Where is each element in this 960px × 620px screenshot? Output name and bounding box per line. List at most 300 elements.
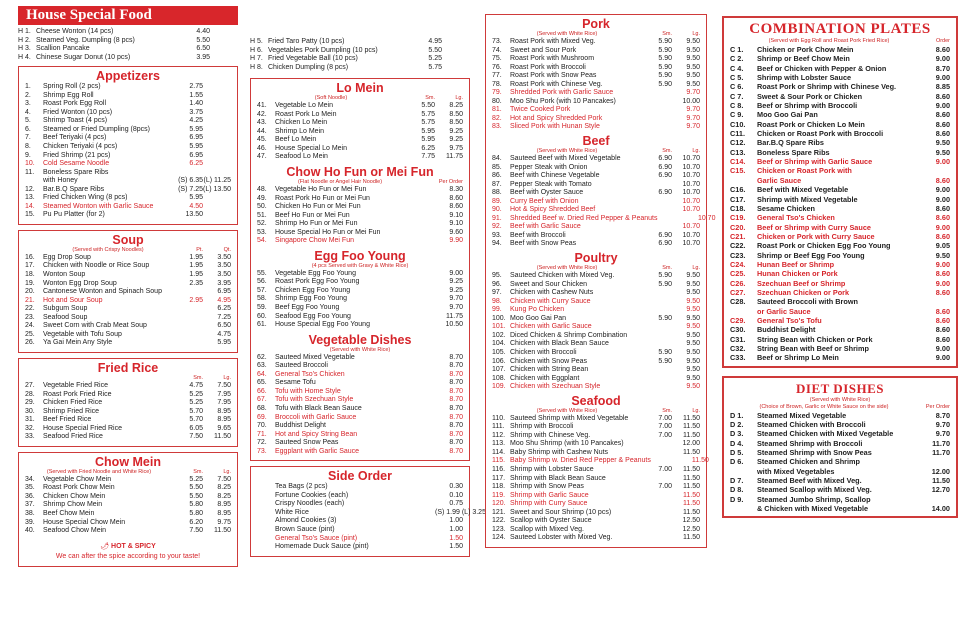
item-number: 84.	[492, 155, 502, 163]
item-number	[730, 504, 757, 513]
item-price: 9.70	[449, 295, 463, 303]
item-name: Diced Chicken & Shrimp Combination	[510, 331, 628, 339]
item-number: H 4.	[18, 53, 31, 61]
menu-item	[257, 500, 463, 509]
item-name: Baby Shrimp w. Dried Red Pepper & Peanuts	[510, 457, 651, 465]
item-price-large: 9.50	[686, 314, 700, 322]
item-price-large: 11.50	[683, 465, 700, 473]
item-price-large	[203, 100, 231, 109]
item-price-small: 2.35	[189, 279, 203, 287]
item-price-small	[642, 98, 672, 107]
item-name: Sesame Chicken	[757, 203, 816, 213]
item-price: 1.00	[449, 525, 463, 533]
item-price	[922, 495, 950, 504]
item-price-large: 9.75	[217, 518, 231, 526]
item-number: D 9.	[730, 494, 744, 504]
menu-item	[257, 492, 463, 501]
item-price: 8.60	[935, 175, 950, 185]
seafood-title: Seafood	[571, 393, 621, 408]
menu-item	[257, 203, 463, 212]
pork-section: Pork (Served with White Rice) Sm. Lg. 73. Roast Pork with Mixed Veg. 5.90 9.50 74. Sweet and Sour Pork 5.90 9.50 75. Roast Pork with Mushroom 5.90 9.50 76. Roast Pork with Broccoli 5.90 9.50 77. Roast Pork with Snow Peas 5.90 9.50 78. Roast Pork with Chinese Veg. 5.90 9.50 79. Shredded Pork with Garlic Sauce 9.70 80. Moo Shu Pork (with 10 Pancakes) 10.00 81. Twice Cooked Pork 9.70 82. Hot and Spicy Shredded Pork 9.70 83. Sliced Pork with Hunan Style 9.70 Beef (Served with White Rice) Sm. Lg. 84. Sauteed Beef with Mixed Vegetable 6.90 10.70 85. Pepper Steak with Onion 6.90 10.70 86. Beef with Chinese Vegetable 6.90 10.70 87. Pepper Steak with Tomato 10.70 88. Beef with Oyster Sauce 6.90 10.70 89. Curry Beef with Onion 10.70 90. Hot & Spicy Shredded Beef 10.70 91. Shredded Beef w. Dried Red Pepper & Peanuts 10.70 92. Beef with Garlic Sauce 10.70 93. Beef with Broccoli 6.90 10.70 94. Beef with Snow Peas 6.90 10.70 Poultry (Served with White Rice) Sm. Lg. 95. Sauteed Chicken with Mixed Veg. 5.90 9.50 96. Sweet and Sour Chicken 5.90 9.50 97. Chicken with Cashew Nuts 9.50 98. Chicken with Curry Sauce 9.50 99. Kung Po Chicken 9.50 100. Moo Goo Gai Pan 5.90 9.50 101. Chicken with Garlic Sauce 9.50 102. Diced Chicken & Shrimp Combination 9.50 104. Chicken with Black Bean Sauce 9.50 105. Chicken with Broccoli 5.90 9.50 106. Chicken with Snow Peas 5.90 9.50 107. Chicken with String Bean 9.50 108. Chicken with Eggplant 9.50 109. Chicken with Szechuan Style 9.50 Seafood (Served with White Rice) Sm. Lg. 110. Sauteed Shrimp with Mixed Vegetable 7.00 11.50 111. Shrimp with Broccoli 7.00 11.50 112. Shrimp with Chinese Veg. 7.00 11.50 113. Moo Shu Shrimp (with 10 Pancakes) 12.00 114. Baby Shrimp with Cashew Nuts 11.50 115. Baby Shrimp w. Dried Red Pepper & Peanuts 11.50 116. Shrimp with Lobster Sauce 7.00 11.50 117. Shrimp with Black Bean Sauce 11.50 118. Shrimp with Snow Peas 7.00 11.50 119. Shrimp with Garlic Sauce 11.50 120. Shrimp with Curry Sauce 11.50 121. Sweet and Sour Shrimp (10 pcs) 11.50 122. Scallop with Oyster Sauce 12.50 123. Scallop with Mixed Veg. 12.50 124. Sauteed Lobster with Mixed Veg. 11.50	[485, 14, 707, 548]
item-price: 14.00	[931, 504, 950, 514]
item-price-small: 6.90	[658, 155, 672, 163]
menu-item	[730, 166, 950, 175]
item-number: 36.	[25, 492, 35, 500]
item-number: C31.	[730, 334, 746, 344]
item-name: Chicken Dumpling (8 pcs)	[268, 63, 349, 71]
item-name: Beef with Oyster Sauce	[510, 189, 584, 197]
item-name: Beef with Garlic Sauce	[510, 223, 581, 231]
item-name: Kung Po Chicken	[510, 306, 565, 314]
menu-item	[492, 206, 700, 215]
item-price: 9.00	[935, 194, 950, 204]
item-number: 98.	[492, 297, 502, 305]
pork-title: Pork	[582, 17, 610, 31]
item-name: Moo Shu Shrimp (with 10 Pancakes)	[510, 440, 624, 448]
item-price: 9.00	[935, 185, 950, 195]
item-price: 9.25	[449, 286, 463, 294]
item-name: Vegetables Pork Dumpling (10 pcs)	[268, 46, 378, 54]
item-price-large: 10.70	[697, 214, 716, 222]
item-price-large: 12.50	[682, 525, 700, 533]
item-name: Sliced Pork with Hunan Style	[510, 123, 600, 131]
item-number: 55.	[257, 269, 267, 277]
menu-item	[492, 281, 700, 290]
item-number: 108.	[492, 374, 506, 382]
item-name: Chicken Egg Foo Young	[275, 286, 351, 294]
item-name: Garlic Sauce	[757, 175, 802, 185]
item-price-small: 5.75	[421, 110, 435, 118]
item-name: Baby Shrimp with Cashew Nuts	[510, 448, 609, 456]
item-price-large: 11.50	[683, 508, 700, 516]
item-number: 72.	[257, 439, 267, 447]
item-price-large: 10.00	[682, 97, 700, 105]
item-name: Roast Pork or Chicken Egg Foo Young	[757, 241, 891, 251]
menu-item	[257, 186, 463, 195]
item-price-small	[642, 198, 672, 207]
item-name: Szechuan Beef or Shrimp	[757, 278, 846, 288]
item-price-small	[642, 526, 672, 535]
item-name: Steamed Scallop with Mixed Veg.	[757, 485, 872, 495]
item-price-large: 10.70	[682, 155, 700, 163]
item-number: 8.	[25, 143, 31, 151]
fried-rice-section: Fried Rice Sm. Lg. 27. Vegetable Fried Rice 4.75 7.50 28. Roast Pork Fried Rice 5.25 7.95 29. Chicken Fried Rice 5.25 7.95 30. Shrimp Fried Rice 5.70 8.95 31. Beef Fried Rice 5.70 8.95 32. House Special Fried Rice 6.05 9.65 33. Seafood Fried Rice 7.50 11.50	[18, 358, 238, 447]
menu-item	[257, 483, 463, 492]
item-number: 53.	[257, 228, 267, 236]
item-price: 10.50	[445, 321, 463, 329]
menu-item	[25, 203, 231, 212]
item-price-small: 6.90	[658, 240, 672, 248]
menu-item	[250, 55, 470, 64]
item-name: Beef Chow Mein	[43, 509, 95, 517]
item-number: 96.	[492, 280, 502, 288]
menu-item	[730, 307, 950, 316]
item-name: Steamed Chicken with Mixed Vegetable	[757, 429, 894, 439]
item-name: Brown Sauce (pint)	[275, 525, 335, 533]
item-name: Shrimp Chow Mein	[43, 501, 103, 509]
menu-item	[492, 123, 700, 132]
item-price-small	[642, 115, 672, 124]
menu-item	[730, 157, 950, 166]
item-price	[922, 457, 950, 466]
item-name: Vegetable Egg Foo Young	[275, 269, 356, 277]
item-name: Fried Chicken Wing (8 pcs)	[43, 194, 128, 202]
menu-item	[257, 517, 463, 526]
item-number: 7.	[25, 134, 31, 142]
item-price-small: 6.95	[189, 134, 203, 142]
item-name: Hunan Beef or Shrimp	[757, 259, 835, 269]
item-number: C25.	[730, 269, 746, 279]
item-name: Moo Shu Pork (with 10 Pancakes)	[510, 97, 616, 105]
menu-item	[730, 485, 950, 494]
item-name: Shrimp or Beef Chow Mein	[757, 54, 850, 64]
item-price-small	[642, 366, 672, 375]
menu-item	[250, 38, 470, 47]
item-price-small: 1.95	[189, 253, 203, 261]
item-price-small	[642, 500, 672, 509]
menu-item	[730, 64, 950, 73]
item-number: 75.	[492, 55, 502, 63]
soup-note: (Served with Crispy Noodles)	[72, 246, 144, 253]
menu-item	[25, 280, 231, 289]
item-name: House Special Fried Rice	[43, 424, 122, 432]
item-name: Broccoli with Garlic Sauce	[275, 413, 357, 421]
item-name: Pepper Steak with Onion	[510, 163, 588, 171]
item-name: or Garlic Sauce	[757, 306, 811, 316]
menu-item	[730, 213, 950, 222]
item-name: Shrimp Ho Fun or Mei Fun	[275, 220, 358, 228]
item-price: 8.70	[449, 430, 463, 438]
item-number: C26.	[730, 278, 746, 288]
item-number: C19.	[730, 213, 746, 223]
item-number: C21.	[730, 231, 746, 241]
item-price-large: 9.50	[686, 55, 700, 63]
item-price-small	[173, 331, 203, 340]
item-price-large: 8.50	[449, 110, 463, 118]
item-price: 1.00	[449, 517, 463, 525]
item-name: Chicken with Szechuan Style	[510, 383, 601, 391]
item-price-small: 1.40	[189, 100, 203, 108]
item-number: C24.	[730, 259, 746, 269]
item-number: 28.	[25, 390, 35, 398]
menu-item	[730, 148, 950, 157]
item-number: C10.	[730, 119, 746, 129]
item-number: 121.	[492, 508, 506, 516]
combination-plates-section: COMBINATION PLATES (Served with Egg Roll and Roast Pork Fried Rice) Order C 1. Chicken or Pork Chow Mein 8.60 C 2. Shrimp or Beef Chow Mein 9.00 C 4. Beef or Chicken with Pepper & Onion 8.70 C 5. Shrimp with Lobster Sauce 9.00 C 6. Roast Pork or Shrimp with Chinese Veg. 8.85 C 7. Sweet & Sour Pork or Chicken 8.60 C 8. Beef or Shrimp with Broccoli 9.00 C 9. Moo Goo Gai Pan 8.60 C10. Roast Pork or Chicken Lo Mein 8.60 C11. Chicken or Roast Pork with Broccoli 8.60 C12. Bar.B.Q Spare Ribs 9.50 C13. Boneless Spare Ribs 9.50 C14. Beef or Shrimp with Garlic Sauce 9.00 C15. Chicken or Roast Pork with Garlic Sauce 8.60 C16. Beef with Mixed Vegetable 9.00 C17. Shrimp with Mixed Vegetable 9.00 C18. Sesame Chicken 8.60 C19. General Tso's Chicken 8.60 C20. Beef or Shrimp with Curry Sauce 9.00 C21. Chicken or Pork with Curry Sauce 8.60 C22. Roast Pork or Chicken Egg Foo Young 9.05 C23. Shrimp or Beef Egg Foo Young 9.50 C24. Hunan Beef or Shrimp 9.00 C25. Hunan Chicken or Pork 8.60 C26. Szechuan Beef or Shrimp 9.00 C27. Szechuan Chicken or Pork 8.60 C28. Sauteed Broccoli with Brown or Garlic Sauce 8.60 C29. General Tso's Tofu 8.60 C30. Buddhist Delight 8.60 C31. String Bean with Chicken or Pork 8.60 C32. String Bean with Beef or Shrimp 9.00 C33. Beef or Shrimp Lo Mein 9.00	[722, 16, 958, 368]
item-number: 109.	[492, 383, 506, 391]
menu-item	[25, 152, 231, 161]
item-price-small	[642, 298, 672, 307]
chow-mein-title: Chow Mein	[95, 454, 161, 469]
item-name: Shrimp with Lobster Sauce	[510, 465, 594, 473]
item-price-large	[203, 211, 231, 220]
item-price-large: 3.50	[217, 253, 231, 261]
menu-item	[25, 399, 231, 408]
pork-list	[492, 38, 700, 132]
item-name: Chicken with Broccoli	[510, 348, 577, 356]
item-price-large	[210, 28, 238, 37]
menu-item	[730, 251, 950, 260]
item-number: 23.	[25, 313, 35, 321]
item-number: 92.	[492, 223, 502, 231]
menu-item	[25, 83, 231, 92]
menu-item	[492, 375, 700, 384]
item-number: 16.	[25, 253, 35, 261]
side-order-section	[250, 466, 486, 556]
menu-item	[25, 211, 231, 220]
item-price: 8.70	[449, 362, 463, 370]
item-number: 4.	[25, 108, 31, 116]
item-name: Hot and Spicy Shredded Pork	[510, 114, 603, 122]
item-price: 9.50	[935, 138, 950, 148]
item-name: Chicken with Snow Peas	[510, 357, 588, 365]
item-price-small	[642, 123, 672, 132]
menu-item	[25, 314, 231, 323]
item-price-large: 12.00	[682, 440, 700, 448]
item-name: Homemade Duck Sauce (pint)	[275, 543, 369, 551]
menu-item	[25, 143, 231, 152]
item-number: 65.	[257, 379, 267, 387]
item-name: Seafood Egg Foo Young	[275, 312, 351, 320]
menu-item	[25, 416, 231, 425]
item-number: 123.	[492, 525, 506, 533]
item-price: 8.70	[449, 396, 463, 404]
item-price: 8.60	[935, 287, 950, 297]
house-special-list	[18, 28, 238, 62]
item-price-large: 10.70	[682, 223, 700, 231]
item-price-small: 5.25	[189, 399, 203, 407]
menu-item	[492, 232, 700, 241]
item-number: C 7.	[730, 91, 744, 101]
menu-item	[25, 305, 231, 314]
item-price-large: 6.25	[217, 305, 231, 313]
item-price-large: 10.70	[682, 197, 700, 205]
item-number	[257, 483, 275, 492]
menu-item	[257, 128, 463, 137]
item-name: Crispy Noodles (each)	[275, 500, 345, 508]
item-price-large: 9.50	[686, 289, 700, 297]
item-price-small: 5.50	[189, 484, 203, 492]
item-price: 8.70	[449, 353, 463, 361]
item-number: C15.	[730, 166, 746, 176]
item-price-large	[210, 37, 238, 46]
item-price-large: 9.50	[686, 80, 700, 88]
menu-item	[492, 526, 700, 535]
fried-rice-list	[25, 382, 231, 442]
item-name: Roast Pork Lo Mein	[275, 110, 337, 118]
item-name: Fortune Cookies (each)	[275, 491, 349, 499]
menu-item	[257, 439, 463, 448]
item-number: 86.	[492, 172, 502, 180]
item-price-large: 9.50	[686, 280, 700, 288]
item-price-small: 5.50	[421, 102, 435, 110]
menu-item	[730, 448, 950, 457]
item-price-large: 11.50	[683, 474, 700, 482]
item-price: 8.70	[449, 387, 463, 395]
item-number: 79.	[492, 89, 502, 97]
item-price-small	[642, 475, 672, 484]
menu-item	[730, 120, 950, 129]
menu-item	[730, 325, 950, 334]
item-name: Chicken or Roast Pork with Broccoli	[757, 129, 884, 139]
item-name: Tofu with Home Style	[275, 387, 341, 395]
item-price-large: 9.25	[449, 136, 463, 144]
menu-item	[25, 519, 231, 528]
item-price-large: 11.50	[683, 491, 700, 499]
menu-item	[730, 260, 950, 269]
item-number: 99.	[492, 306, 502, 314]
item-price-small: 6.90	[658, 163, 672, 171]
item-number: 34.	[25, 475, 35, 483]
item-name: Twice Cooked Pork	[510, 106, 571, 114]
item-number: 73.	[257, 447, 267, 455]
menu-item	[492, 106, 700, 115]
item-price-small	[642, 440, 672, 449]
item-price: 8.70	[449, 404, 463, 412]
menu-item	[492, 172, 700, 181]
menu-item	[25, 391, 231, 400]
item-number: 67.	[257, 396, 267, 404]
item-price-large: (L) 11.25	[203, 177, 231, 185]
menu-item	[257, 396, 463, 405]
item-price-large: 8.95	[217, 416, 231, 424]
menu-item	[25, 254, 231, 263]
item-number: 124.	[492, 534, 506, 542]
item-number: 3.	[25, 100, 31, 108]
item-price-small: 13.50	[185, 211, 203, 219]
item-price-small	[642, 223, 672, 232]
item-price-small: 6.95	[189, 151, 203, 159]
item-number: 80.	[492, 97, 502, 105]
item-number: 22.	[25, 305, 35, 313]
item-name: Beef Teriyaki (4 pcs)	[43, 134, 107, 142]
item-name: Fried Taro Patty (10 pcs)	[268, 38, 345, 45]
menu-item	[492, 440, 700, 449]
item-number: D 4.	[730, 438, 744, 448]
item-price-small: 4.25	[189, 117, 203, 125]
item-price-large	[442, 47, 470, 56]
menu-item	[492, 64, 700, 73]
item-price-large: 9.50	[686, 340, 700, 348]
item-price-small: 6.90	[658, 172, 672, 180]
menu-item	[25, 339, 231, 348]
item-name: Roast Pork Chow Mein	[43, 484, 115, 492]
menu-item	[257, 220, 463, 229]
item-number: 71.	[257, 430, 267, 438]
diet-dishes-list	[730, 411, 950, 514]
item-price: 9.05	[935, 241, 950, 251]
item-price-small	[173, 322, 203, 331]
item-price: 8.60	[935, 231, 950, 241]
item-price-small: 4.50	[189, 202, 203, 210]
menu-item	[257, 212, 463, 221]
appetizers-section	[18, 66, 238, 225]
item-price-small	[642, 206, 672, 215]
menu-item	[257, 304, 463, 313]
item-price: 8.60	[449, 194, 463, 202]
item-price-large: 9.50	[686, 374, 700, 382]
menu-item	[257, 102, 463, 111]
menu-item	[25, 169, 231, 178]
item-price-small: 5.90	[658, 46, 672, 54]
egg-foo-young-title: Egg Foo Young	[314, 248, 406, 263]
item-price-large: 11.50	[683, 483, 700, 491]
item-price-small: 5.90	[658, 280, 672, 288]
item-name: Shrimp with Chinese Veg.	[510, 431, 591, 439]
item-number: 102.	[492, 331, 506, 339]
item-price-large: 9.50	[686, 383, 700, 391]
item-number: C17.	[730, 194, 746, 204]
item-number	[257, 543, 275, 552]
item-price-large	[203, 169, 231, 178]
item-name: Singapore Chow Mei Fun	[275, 237, 354, 245]
item-name: Chicken Fried Rice	[43, 399, 103, 407]
item-number: H 7.	[250, 55, 263, 63]
menu-item	[25, 433, 231, 442]
item-number: 104.	[492, 340, 506, 348]
item-number: 47.	[257, 153, 267, 161]
menu-item	[25, 109, 231, 118]
item-name: House Special Lo Mein	[275, 144, 347, 152]
beef-title: Beef	[582, 134, 610, 149]
menu-item	[257, 362, 463, 371]
item-number: 49.	[257, 194, 267, 202]
item-price-large: 7.95	[217, 390, 231, 398]
item-number: 81.	[492, 106, 502, 114]
item-price-large	[203, 152, 231, 161]
menu-item	[492, 475, 700, 484]
item-name: Beef or Shrimp with Garlic Sauce	[757, 157, 873, 167]
menu-item	[492, 189, 700, 198]
item-number: 48.	[257, 186, 267, 194]
menu-item	[492, 492, 700, 501]
item-price: 8.70	[935, 63, 950, 73]
item-name: Roast Pork or Shrimp with Chinese Veg.	[757, 82, 897, 92]
item-price-large: 11.50	[214, 527, 231, 535]
menu-item	[492, 323, 700, 332]
item-name: Chinese Sugar Donut (10 pcs)	[36, 53, 131, 61]
menu-item	[25, 100, 231, 109]
menu-item	[18, 45, 238, 54]
item-price: 12.70	[931, 485, 950, 495]
item-price-large	[203, 117, 231, 126]
item-price-small: 4.95	[428, 38, 442, 45]
item-number: C33.	[730, 353, 746, 363]
item-price-small	[642, 449, 672, 458]
item-name: Shredded Beef w. Dried Red Pepper & Peanuts	[510, 214, 658, 222]
item-number: D 8.	[730, 485, 744, 495]
menu-item	[730, 185, 950, 194]
item-name: Spring Roll (2 pcs)	[43, 83, 101, 91]
item-number: 38.	[25, 509, 35, 517]
item-name: Sauteed Broccoli	[275, 362, 328, 370]
item-name: Shredded Pork with Garlic Sauce	[510, 89, 614, 97]
menu-item	[25, 382, 231, 391]
menu-item	[492, 509, 700, 518]
item-name: Ya Gai Mein Any Style	[43, 339, 113, 347]
item-number: 15.	[25, 211, 35, 219]
item-price-large: 10.70	[682, 240, 700, 248]
item-price-large: 9.70	[686, 89, 700, 97]
menu-item	[257, 354, 463, 363]
menu-item	[257, 136, 463, 145]
menu-item	[492, 89, 700, 98]
item-name: Shrimp with Curry Sauce	[510, 500, 588, 508]
item-number: 114.	[492, 448, 506, 456]
menu-item	[25, 425, 231, 434]
hot-spicy-note: 🌶 HOT & SPICY We can after the spice according to your taste!	[55, 542, 201, 560]
menu-item	[492, 115, 700, 124]
